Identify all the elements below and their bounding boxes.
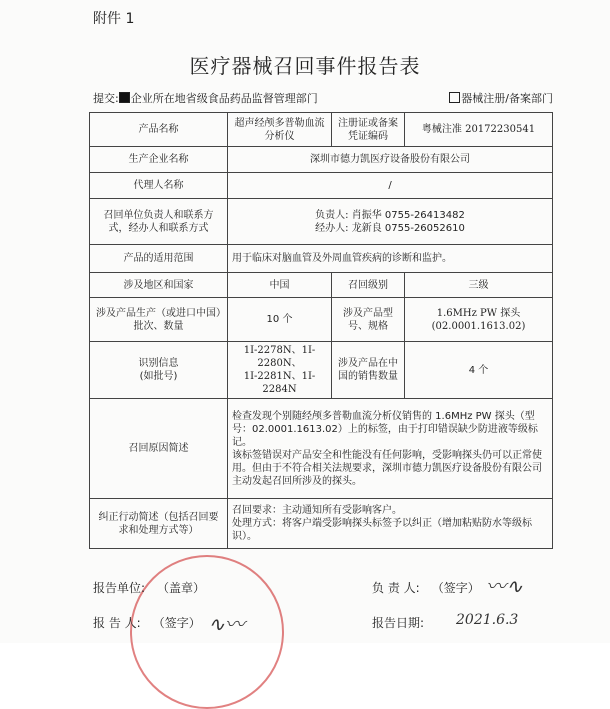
contact-handler: 经办人: 龙新良 0755-26052610: [315, 222, 465, 234]
registration-label: 注册证或备案凭证编码: [332, 113, 405, 147]
table-row: [90, 147, 553, 173]
id-value-line1: 1I-2278N、1I-2280N、: [243, 345, 316, 369]
batch-label: 涉及产品生产（或进口中国）批次、数量: [90, 298, 228, 342]
reason-value: [228, 399, 553, 499]
action-line-2: 处理方式：将客户端受影响探头标签予以纠正（增加粘贴防水等级标识）。: [232, 518, 532, 542]
agent-label: 代理人名称: [90, 173, 228, 199]
recall-level-value: 三级: [405, 273, 553, 298]
table-row: [90, 173, 553, 199]
reporter-signature-scribble: ∿〰: [208, 612, 245, 636]
page-title: 医疗器械召回事件报告表: [189, 54, 421, 78]
submit-left-option: 企业所在地省级食品药品监督管理部门: [130, 92, 318, 105]
agent-value: /: [228, 173, 553, 199]
reporter-sign-note: （签字）: [152, 616, 201, 630]
action-line-1: 召回要求：主动通知所有受影响客户。: [232, 505, 402, 516]
contact-label: 召回单位负责人和联系方式，经办人和联系方式: [90, 199, 228, 245]
report-unit-seal-note: （盖章）: [157, 581, 206, 595]
recall-level-label: 召回级别: [332, 273, 405, 298]
id-value: [228, 342, 332, 399]
report-unit-label: 报告单位:: [93, 581, 146, 595]
report-date-label: 报告日期:: [372, 616, 425, 630]
sales-label: 涉及产品在中国的销售数量: [332, 342, 405, 399]
unchecked-box-icon[interactable]: [449, 92, 460, 103]
table-row: [90, 199, 553, 245]
responsible-person: [372, 579, 480, 596]
submit-row: [93, 90, 553, 106]
registration-value: 粤械注准 20172230541: [405, 113, 553, 147]
recall-report-table: [89, 112, 553, 549]
responsible-sign-note: （签字）: [431, 581, 480, 595]
table-row: [90, 273, 553, 298]
id-value-line2: 1I-2281N、1I-2284N: [243, 371, 316, 395]
responsible-label: 负 责 人:: [372, 581, 420, 595]
manufacturer-value: 深圳市德力凯医疗设备股份有限公司: [228, 147, 553, 173]
submit-prefix: 提交:: [93, 92, 119, 105]
model-label: 涉及产品型号、规格: [332, 298, 405, 342]
reason-paragraph-2: 该标签错误对产品安全和性能没有任何影响，受影响探头仍可以正常使用。但由于不符合相关法规要求，深圳市德力凯医疗设备股份有限公司主动发起召回所涉及的探头。: [232, 449, 542, 487]
report-date-value: 2021.6.3: [456, 612, 519, 628]
product-name-value: 超声经颅多普勒血流分析仪: [228, 113, 332, 147]
action-label: 纠正行动简述（包括召回要求和处理方式等）: [90, 499, 228, 549]
submit-right: [449, 90, 553, 106]
contact-responsible: 负责人: 肖振华 0755-26413482: [315, 209, 465, 221]
action-value: [228, 499, 553, 549]
scope-label: 产品的适用范围: [90, 245, 228, 273]
sales-value: 4 个: [405, 342, 553, 399]
table-row: [90, 113, 553, 147]
reporter-label: 报 告 人:: [93, 616, 141, 630]
manufacturer-label: 生产企业名称: [90, 147, 228, 173]
checked-box-icon[interactable]: [119, 92, 130, 103]
reason-paragraph-1: 检查发现个别随经颅多普勒血流分析仪销售的 1.6MHz PW 探头（型号：02.0001.1613.02）上的标签，由于打印错误缺少防进液等级标记。: [232, 410, 538, 448]
region-label: 涉及地区和国家: [90, 273, 228, 298]
table-row: [90, 399, 553, 499]
table-row: [90, 342, 553, 399]
contact-value: [228, 199, 553, 245]
submit-right-option: 器械注册/备案部门: [461, 92, 553, 105]
model-value: [405, 298, 553, 342]
report-unit: [93, 579, 205, 596]
table-row: [90, 298, 553, 342]
reason-label: 召回原因简述: [90, 399, 228, 499]
id-label-line1: 识别信息: [138, 358, 179, 369]
reporter: [93, 614, 201, 631]
model-value-line2: (02.0001.1613.02): [431, 320, 526, 332]
product-name-label: 产品名称: [90, 113, 228, 147]
id-label: [90, 342, 228, 399]
attachment-label: 附件 1: [93, 11, 135, 27]
report-date: [372, 614, 424, 631]
table-row: [90, 245, 553, 273]
model-value-line1: 1.6MHz PW 探头: [436, 307, 521, 319]
table-row: [90, 499, 553, 549]
batch-value: 10 个: [228, 298, 332, 342]
region-value: 中国: [228, 273, 332, 298]
id-label-line2: (如批号): [139, 371, 178, 382]
responsible-signature-scribble: 〰∿: [486, 574, 523, 598]
scope-value: 用于临床对脑血管及外周血管疾病的诊断和监护。: [228, 245, 553, 273]
